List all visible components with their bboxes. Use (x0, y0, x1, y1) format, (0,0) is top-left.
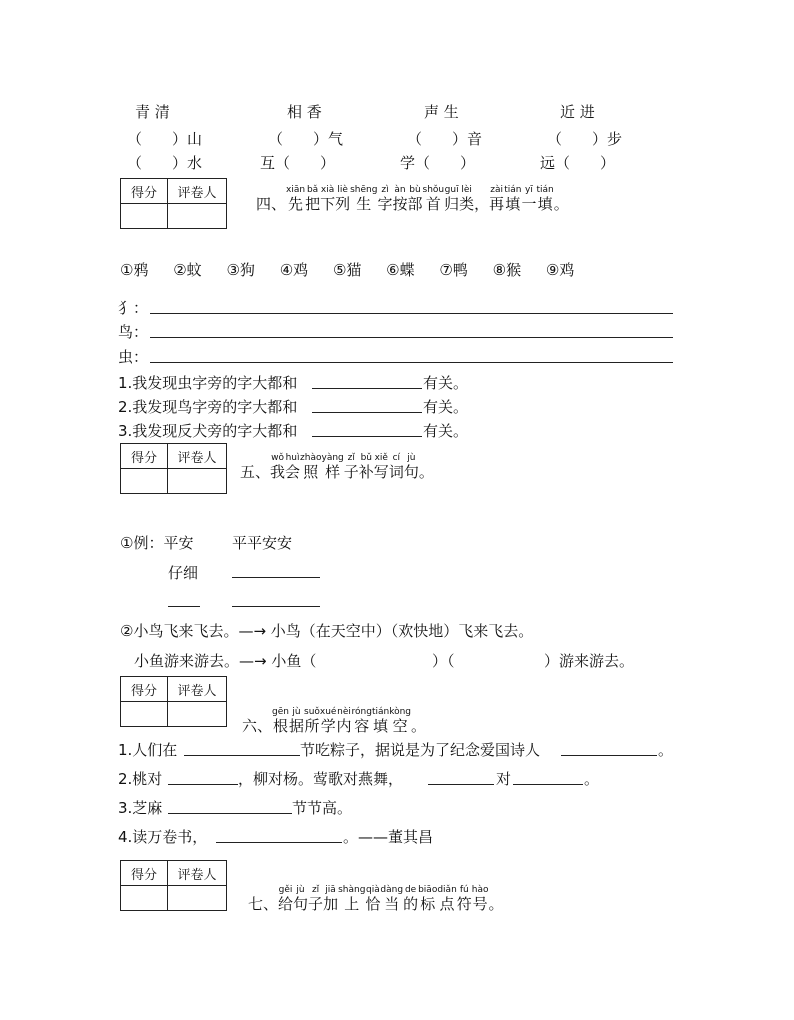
pinyin: tián (536, 185, 554, 195)
ruby-char (286, 185, 305, 213)
hanzi: 填 (505, 195, 521, 213)
q2-blank-1[interactable] (168, 784, 238, 785)
hanzi: 补 (358, 463, 374, 481)
q4-a: 4.读万卷书， (118, 828, 208, 846)
pinyin: dàng (380, 885, 404, 895)
ruby-char (489, 185, 504, 213)
hanzi: ， (474, 195, 490, 213)
hanzi: 生 (356, 195, 372, 213)
blank-row1-4[interactable]: （ ）步 (547, 130, 623, 148)
ruby-char (423, 185, 445, 213)
pinyin: bǔ (360, 453, 372, 463)
ruby-char (320, 185, 335, 213)
pinyin: qià (366, 885, 380, 895)
pair-3: 声 生 (424, 103, 459, 121)
pinyin (417, 707, 420, 717)
pinyin: xiān (286, 185, 306, 195)
section4-prefix: 四、 (256, 195, 287, 213)
section7-prefix: 七、 (248, 895, 279, 913)
pinyin: bù (409, 185, 421, 195)
pinyin: fú (459, 885, 469, 895)
pinyin: bǎ (306, 185, 319, 195)
ruby-char (380, 885, 403, 913)
score-label: 得分 (121, 179, 168, 204)
hanzi: 内 (336, 717, 352, 735)
char-2: ②蚊 (173, 261, 202, 279)
ruby-char (323, 885, 338, 913)
hanzi: 加 (323, 895, 339, 913)
pair-4: 近 进 (560, 103, 595, 121)
sentence-b-mid[interactable]: ）（ (432, 652, 455, 670)
ruby-char (504, 185, 521, 213)
ruby-char (352, 707, 372, 735)
ruby-char (338, 885, 365, 913)
hanzi: 把 (305, 195, 321, 213)
hanzi: 容 (354, 717, 370, 735)
radical-dog-label: 犭： (118, 299, 149, 317)
ruby-char (411, 707, 426, 735)
q1-blank-2[interactable] (561, 755, 657, 756)
section6-prefix: 六、 (242, 717, 273, 735)
finding-2-blank[interactable] (312, 412, 422, 413)
pinyin: shàng (338, 885, 366, 895)
ruby-char (308, 885, 323, 913)
char-list (120, 259, 574, 280)
score-box-5 (120, 443, 227, 494)
word-3-answer-blank[interactable] (232, 606, 320, 607)
word-2: 仔细 (168, 564, 199, 582)
reviewer-label: 评卷人 (168, 677, 227, 702)
score-label: 得分 (121, 677, 168, 702)
hanzi: 句 (293, 895, 309, 913)
ruby-char (305, 185, 320, 213)
pinyin: suǒ (304, 707, 320, 717)
hanzi: 填 (373, 717, 389, 735)
pinyin: xiě (374, 453, 388, 463)
blank-row2-1[interactable]: （ ）水 (127, 154, 203, 172)
pinyin: àn (394, 185, 406, 195)
word-2-blank[interactable] (232, 577, 320, 578)
hanzi: 字 (377, 195, 393, 213)
hanzi: 类 (459, 195, 475, 213)
q3-blank[interactable] (168, 813, 292, 814)
ruby-char (437, 885, 456, 913)
pinyin: zǐ (347, 453, 355, 463)
pinyin: zhào (300, 453, 322, 463)
hanzi: 列 (335, 195, 351, 213)
pinyin: zǐ (311, 885, 320, 895)
score-cell[interactable] (121, 702, 168, 727)
q3-b: 节节高。 (292, 799, 353, 817)
pinyin: tián (371, 707, 390, 717)
reviewer-label: 评卷人 (168, 444, 227, 469)
ruby-char (377, 185, 392, 213)
blank-row1-3[interactable]: （ ）音 (407, 130, 483, 148)
ruby-char (404, 453, 419, 481)
ruby-char (372, 707, 389, 735)
pinyin: tián (504, 185, 522, 195)
pinyin: zài (490, 185, 504, 195)
hanzi: 。 (488, 895, 504, 913)
hanzi: 。 (411, 717, 427, 735)
reviewer-cell[interactable] (168, 469, 227, 494)
char-9: ⑨鸡 (545, 261, 575, 279)
hanzi: 按 (392, 195, 408, 213)
hanzi: 学 (320, 717, 336, 735)
pinyin: cí (392, 453, 401, 463)
section4-title (256, 178, 569, 213)
radical-insect-line[interactable] (150, 362, 673, 363)
char-8: ⑧猴 (492, 261, 522, 279)
pinyin: jiā (325, 885, 336, 895)
hanzi: 的 (403, 895, 419, 913)
q1-a: 1.人们在 (118, 741, 178, 759)
q1-blank-1[interactable] (184, 755, 300, 756)
ruby-char (272, 707, 289, 735)
hanzi: 再 (489, 195, 505, 213)
q2-c: 对 (496, 770, 512, 788)
hanzi: 照 (303, 463, 319, 481)
reviewer-label: 评卷人 (168, 179, 227, 204)
q1-b: 节吃粽子，据说是为了纪念爱国诗人 (300, 741, 541, 759)
hanzi: 填 (537, 195, 553, 213)
hanzi: 恰 (365, 895, 381, 913)
finding-2-text: 2.我发现鸟字旁的字大都和 (118, 398, 298, 416)
hanzi: 样 (325, 463, 341, 481)
ruby-char (444, 185, 459, 213)
score-label: 得分 (121, 861, 168, 886)
hanzi: 会 (285, 463, 301, 481)
finding-3-end: 有关。 (423, 422, 469, 440)
ruby-char (344, 453, 359, 481)
sentence-b-end[interactable]: ）游来游去。 (544, 652, 635, 670)
pinyin: hào (471, 885, 489, 895)
hanzi: 子 (343, 463, 359, 481)
hanzi: 词 (388, 463, 404, 481)
score-label: 得分 (121, 444, 168, 469)
ruby-char (336, 707, 351, 735)
pinyin: kòng (389, 707, 412, 717)
q4-blank[interactable] (216, 842, 342, 843)
ruby-char (408, 185, 423, 213)
hanzi: 所 (304, 717, 320, 735)
q1-c: 。 (658, 741, 674, 759)
hanzi: 首 (425, 195, 441, 213)
radical-bird-line[interactable] (150, 337, 673, 338)
finding-2-end: 有关。 (423, 398, 469, 416)
pinyin: guī (444, 185, 459, 195)
char-3: ③狗 (226, 261, 255, 279)
hanzi: 点 (439, 895, 455, 913)
blank-row2-4[interactable]: 远（ ） (540, 154, 616, 172)
reviewer-label: 评卷人 (168, 861, 227, 886)
pinyin: diǎn (437, 885, 457, 895)
blank-row2-3[interactable]: 学（ ） (400, 154, 476, 172)
section5-prefix: 五、 (240, 463, 271, 481)
hanzi: 先 (288, 195, 304, 213)
score-cell[interactable] (121, 886, 168, 911)
score-box-4 (120, 178, 227, 229)
hanzi: 部 (407, 195, 423, 213)
reviewer-cell[interactable] (168, 702, 227, 727)
pinyin: yī (525, 185, 533, 195)
hanzi: 上 (344, 895, 360, 913)
pair-1: 青 清 (135, 103, 170, 121)
ruby-char (389, 707, 411, 735)
pinyin: róng (351, 707, 372, 717)
example-label: ①例：平安 (120, 534, 194, 552)
hanzi: 当 (384, 895, 400, 913)
q4-b: 。——董其昌 (343, 828, 434, 846)
reviewer-cell[interactable] (168, 886, 227, 911)
q2-blank-3[interactable] (513, 784, 583, 785)
pinyin: wǒ (271, 453, 284, 463)
section6-title (242, 700, 426, 735)
word-3-blank[interactable] (168, 606, 200, 607)
ruby-char (457, 885, 472, 913)
hanzi: 根 (272, 717, 288, 735)
pinyin (560, 185, 563, 195)
radical-insect-label: 虫： (118, 348, 149, 366)
ruby-char (419, 453, 434, 481)
char-1: ①鸦 (120, 261, 149, 279)
ruby-char (304, 707, 320, 735)
pinyin: biāo (418, 885, 438, 895)
pinyin (425, 453, 428, 463)
ruby-char (278, 885, 293, 913)
ruby-char (418, 885, 437, 913)
pinyin: shǒu (422, 185, 445, 195)
ruby-char (320, 707, 337, 735)
blank-row1-2[interactable]: （ ）气 (268, 130, 344, 148)
q2-b: ，柳对杨。莺歌对燕舞， (238, 770, 404, 788)
ruby-char (270, 453, 285, 481)
ruby-char (293, 885, 308, 913)
radical-bird-label: 鸟： (118, 323, 149, 341)
pinyin: de (404, 885, 417, 895)
pair-2: 相 香 (287, 103, 322, 121)
radical-dog-line[interactable] (150, 313, 673, 314)
pinyin: huì (285, 453, 300, 463)
q2-blank-2[interactable] (428, 784, 494, 785)
hanzi: 写 (373, 463, 389, 481)
ruby-char (300, 453, 321, 481)
q2-a: 2.桃对 (118, 770, 163, 788)
hanzi: 据 (288, 717, 304, 735)
pinyin (480, 185, 483, 195)
score-cell[interactable] (121, 204, 168, 229)
ruby-char (521, 185, 536, 213)
hanzi: 给 (278, 895, 294, 913)
q2-d: 。 (584, 770, 600, 788)
ruby-char (403, 885, 418, 913)
pinyin: jù (407, 453, 416, 463)
score-cell[interactable] (121, 469, 168, 494)
hanzi: 归 (444, 195, 460, 213)
finding-1-end: 有关。 (423, 374, 469, 392)
section7-title (248, 878, 504, 913)
ruby-char (374, 453, 389, 481)
reviewer-cell[interactable] (168, 204, 227, 229)
hanzi: 符 (456, 895, 472, 913)
ruby-char (335, 185, 350, 213)
pinyin (495, 885, 498, 895)
hanzi: 空 (392, 717, 408, 735)
ruby-char (389, 453, 404, 481)
pinyin: yàng (321, 453, 344, 463)
hanzi: 下 (320, 195, 336, 213)
hanzi: 。 (418, 463, 434, 481)
sentence-a: ②小鸟飞来飞去。—→ 小鸟（在天空中）（欢快地）飞来飞去。 (120, 622, 534, 640)
pinyin: jù (296, 885, 305, 895)
hanzi: 子 (308, 895, 324, 913)
hanzi: 一 (521, 195, 537, 213)
ruby-char (365, 885, 380, 913)
ruby-char (474, 185, 489, 213)
char-5: ⑤猫 (332, 261, 362, 279)
hanzi: 我 (270, 463, 286, 481)
section5-title (240, 446, 434, 481)
hanzi: 句 (403, 463, 419, 481)
pinyin: gěi (278, 885, 293, 895)
pinyin: xué (319, 707, 337, 717)
example-answer: 平平安安 (232, 534, 293, 552)
finding-3-text: 3.我发现反犬旁的字大都和 (118, 422, 298, 440)
hanzi: 。 (553, 195, 569, 213)
hanzi: 号 (472, 895, 488, 913)
q3-a: 3.芝麻 (118, 799, 163, 817)
char-6: ⑥蝶 (386, 261, 415, 279)
char-7: ⑦鸭 (439, 261, 468, 279)
ruby-char (322, 453, 344, 481)
score-box-7 (120, 860, 227, 911)
pinyin: shēng (350, 185, 378, 195)
ruby-char (472, 885, 489, 913)
finding-1-text: 1.我发现虫字旁的字大都和 (118, 374, 298, 392)
ruby-char (392, 185, 407, 213)
ruby-char (289, 707, 304, 735)
ruby-char (285, 453, 300, 481)
ruby-char (359, 453, 374, 481)
pinyin: nèi (337, 707, 351, 717)
pinyin: xià (320, 185, 335, 195)
sentence-b-start: 小鱼游来游去。—→ 小鱼（ (134, 652, 317, 670)
finding-3-blank[interactable] (312, 436, 422, 437)
ruby-char (350, 185, 377, 213)
pinyin: liè (337, 185, 348, 195)
ruby-char (459, 185, 474, 213)
pinyin: zì (381, 185, 389, 195)
score-box-6 (120, 676, 227, 727)
finding-1-blank[interactable] (312, 388, 422, 389)
hanzi: 标 (420, 895, 436, 913)
char-4: ④鸡 (279, 261, 309, 279)
pinyin: lèi (461, 185, 472, 195)
ruby-char (554, 185, 569, 213)
pinyin: jù (292, 707, 301, 717)
ruby-char (489, 885, 504, 913)
pinyin: gēn (272, 707, 289, 717)
blank-row2-2[interactable]: 互（ ） (260, 154, 336, 172)
blank-row1-1[interactable]: （ ）山 (127, 130, 203, 148)
ruby-char (536, 185, 553, 213)
